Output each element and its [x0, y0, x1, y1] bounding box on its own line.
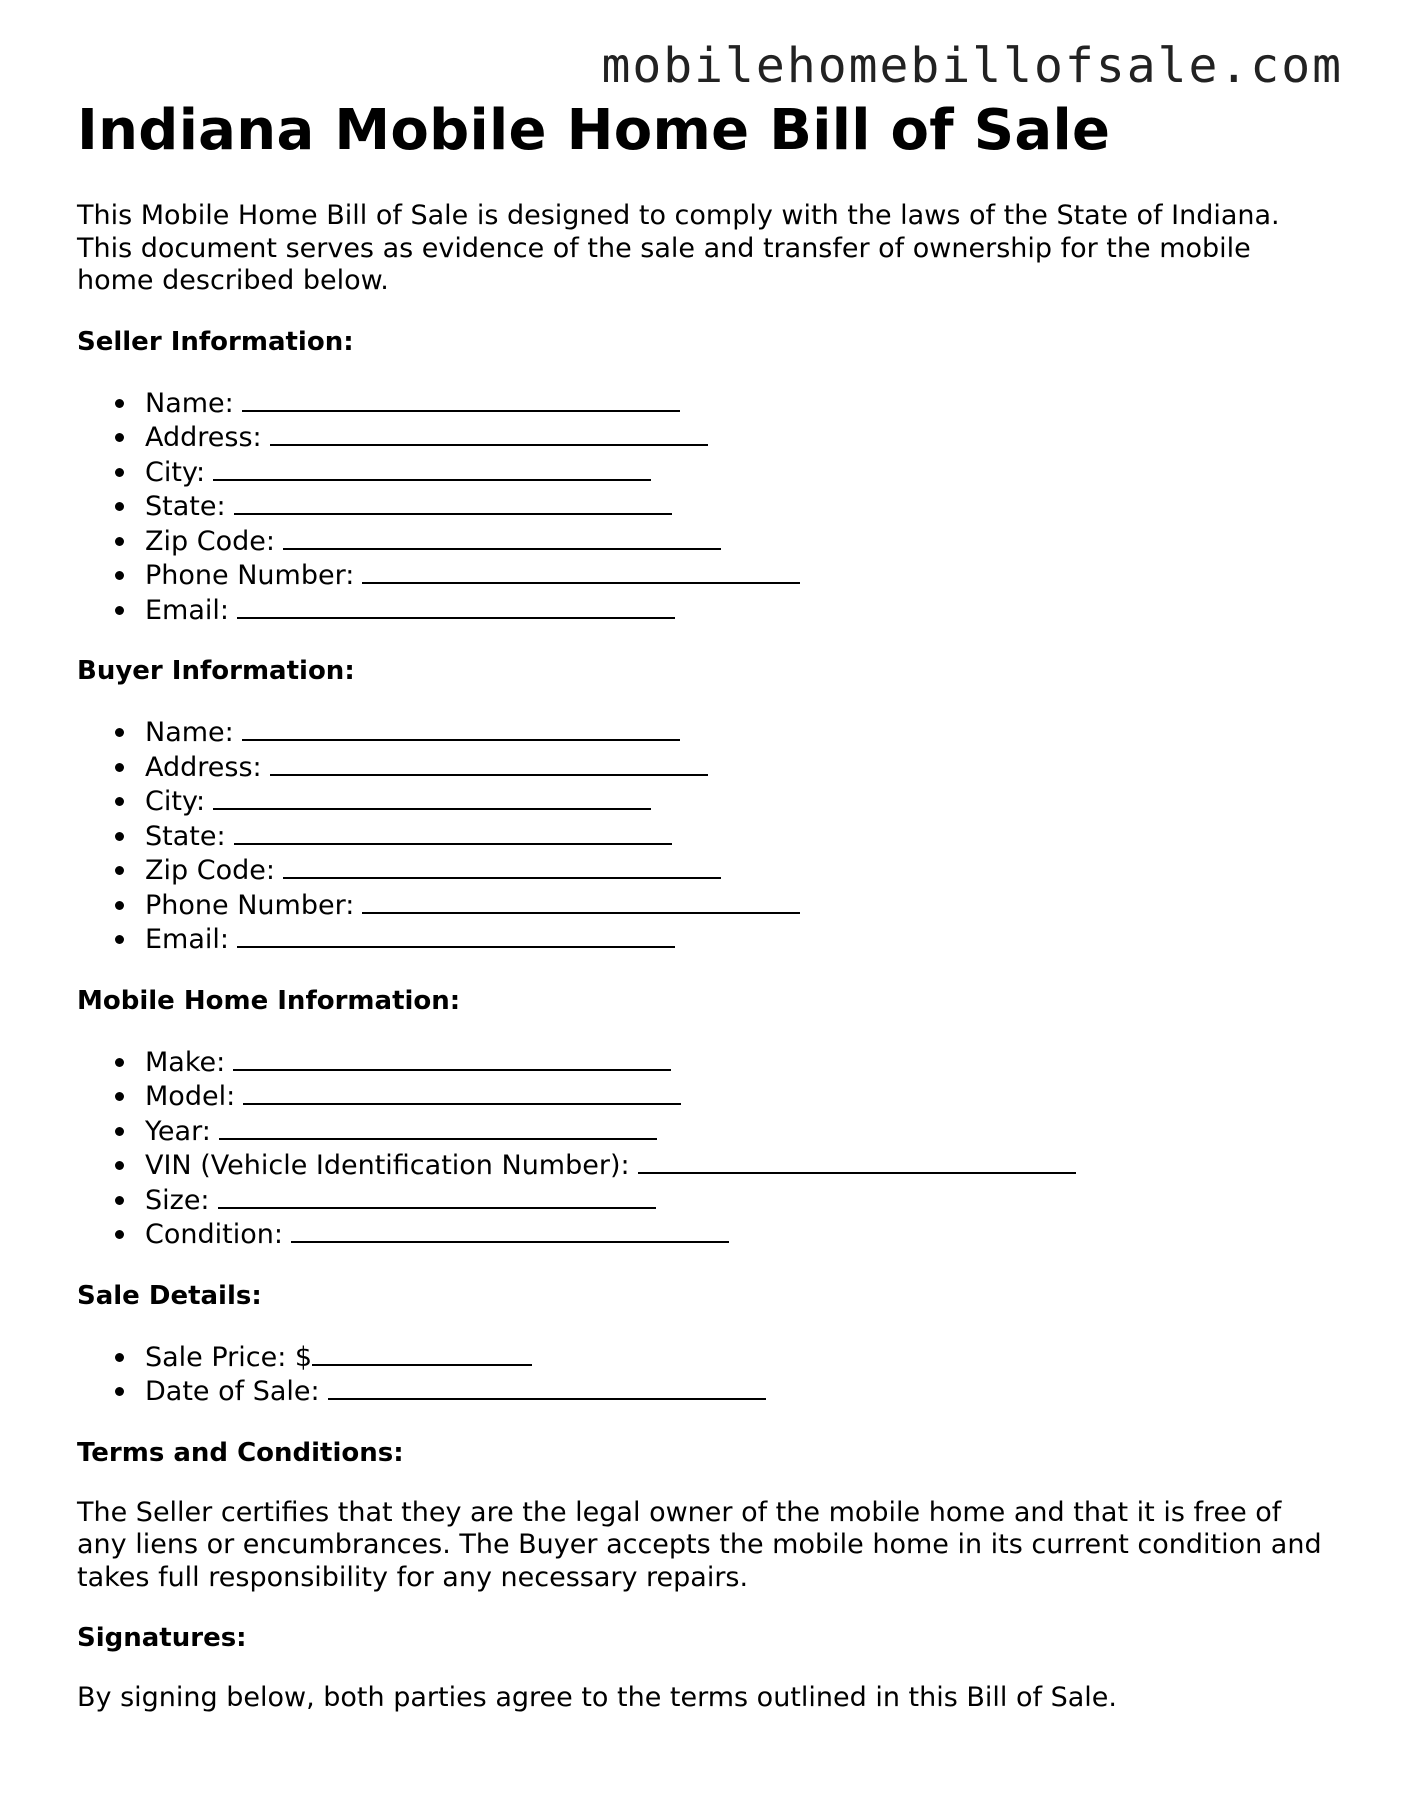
field-label: Make:	[145, 1046, 226, 1078]
size-field	[77, 1183, 1327, 1218]
bullet-icon	[115, 1196, 124, 1205]
field-label: Size:	[145, 1184, 210, 1216]
field-label: Phone Number:	[145, 560, 355, 591]
field-label: Zip Code:	[145, 855, 275, 886]
model-blank[interactable]	[243, 1079, 681, 1105]
buyer-state-field	[77, 819, 1327, 854]
watermark-text: mobilehomebillofsale.com	[601, 38, 1343, 94]
buyer-city-blank[interactable]	[213, 784, 651, 810]
mobile-home-field-list	[77, 1045, 1327, 1252]
field-label: Sale Price: $	[145, 1341, 313, 1373]
bullet-icon	[115, 866, 124, 875]
seller-address-blank[interactable]	[270, 420, 708, 446]
field-label: Model:	[145, 1081, 236, 1112]
field-label: Address:	[145, 422, 262, 453]
sale-date-field	[77, 1374, 1327, 1409]
seller-heading: Seller Information:	[77, 326, 354, 357]
field-label: Zip Code:	[145, 525, 275, 557]
bullet-icon	[115, 1058, 124, 1067]
condition-blank[interactable]	[291, 1217, 729, 1243]
bullet-icon	[115, 606, 124, 615]
field-label: City:	[145, 786, 206, 817]
buyer-state-blank[interactable]	[234, 819, 672, 845]
field-label: VIN (Vehicle Identification Number):	[145, 1150, 630, 1181]
field-label: Condition:	[145, 1219, 283, 1250]
buyer-phone-field	[77, 888, 1327, 923]
buyer-email-blank[interactable]	[237, 922, 675, 948]
intro-paragraph: This Mobile Home Bill of Sale is designed to comply with the laws of the State of Indiana. This document serves as evidence of the sale and transfer of ownership for the mobile home described below.	[77, 200, 1280, 296]
sale-details-heading: Sale Details:	[77, 1280, 262, 1311]
bullet-icon	[115, 1230, 124, 1239]
document-page	[77, 98, 1327, 1715]
bullet-icon	[115, 502, 124, 511]
buyer-name-blank[interactable]	[242, 715, 680, 741]
bullet-icon	[115, 1127, 124, 1136]
buyer-zip-blank[interactable]	[283, 853, 721, 879]
buyer-email-field	[77, 922, 1327, 957]
buyer-heading: Buyer Information:	[77, 656, 355, 686]
bullet-icon	[115, 935, 124, 944]
seller-email-field	[77, 593, 1327, 628]
seller-address-field	[77, 420, 1327, 455]
year-field	[77, 1114, 1327, 1149]
terms-paragraph: The Seller certifies that they are the legal owner of the mobile home and that it is free of any liens or encumbrances. The Buyer accepts the mobile home in its current condition and takes full responsibility for any necessary repairs.	[77, 1496, 1322, 1593]
bullet-icon	[115, 832, 124, 841]
seller-name-field	[77, 386, 1327, 421]
field-label: Year:	[145, 1115, 211, 1147]
bullet-icon	[115, 571, 124, 580]
seller-city-blank[interactable]	[213, 455, 651, 481]
bullet-icon	[115, 537, 124, 546]
field-label: Address:	[145, 751, 262, 783]
make-blank[interactable]	[233, 1045, 671, 1071]
seller-state-blank[interactable]	[234, 489, 672, 515]
seller-phone-field	[77, 558, 1327, 593]
bullet-icon	[115, 1092, 124, 1101]
buyer-field-list	[77, 715, 1327, 957]
signatures-heading: Signatures:	[77, 1623, 247, 1653]
year-blank[interactable]	[219, 1114, 657, 1140]
buyer-address-field	[77, 750, 1327, 785]
seller-state-field	[77, 489, 1327, 524]
buyer-phone-blank[interactable]	[362, 888, 800, 914]
bullet-icon	[115, 1387, 124, 1396]
make-field	[77, 1045, 1327, 1080]
sale-price-blank[interactable]	[312, 1340, 532, 1366]
bullet-icon	[115, 901, 124, 910]
seller-zip-blank[interactable]	[283, 524, 721, 550]
page-title: Indiana Mobile Home Bill of Sale	[77, 98, 1111, 163]
field-label: Date of Sale:	[145, 1376, 320, 1407]
field-label: City:	[145, 456, 206, 488]
condition-field	[77, 1217, 1327, 1252]
buyer-zip-field	[77, 853, 1327, 888]
field-label: Name:	[145, 717, 234, 748]
seller-phone-blank[interactable]	[362, 558, 800, 584]
signatures-paragraph: By signing below, both parties agree to the terms outlined in this Bill of Sale.	[77, 1682, 1117, 1713]
seller-zip-field	[77, 524, 1327, 559]
model-field	[77, 1079, 1327, 1114]
vin-field	[77, 1148, 1327, 1183]
field-label: Email:	[145, 924, 230, 955]
buyer-name-field	[77, 715, 1327, 750]
bullet-icon	[115, 468, 124, 477]
bullet-icon	[115, 433, 124, 442]
seller-email-blank[interactable]	[237, 593, 675, 619]
bullet-icon	[115, 399, 124, 408]
field-label: Email:	[145, 594, 230, 626]
terms-heading: Terms and Conditions:	[77, 1437, 404, 1468]
bullet-icon	[115, 797, 124, 806]
vin-blank[interactable]	[638, 1148, 1076, 1174]
buyer-address-blank[interactable]	[270, 750, 708, 776]
bullet-icon	[115, 1353, 124, 1362]
sale-date-blank[interactable]	[328, 1374, 766, 1400]
seller-city-field	[77, 455, 1327, 490]
seller-name-blank[interactable]	[242, 386, 680, 412]
size-blank[interactable]	[218, 1183, 656, 1209]
field-label: Phone Number:	[145, 889, 355, 921]
field-label: Name:	[145, 387, 234, 419]
sale-field-list	[77, 1340, 1327, 1409]
bullet-icon	[115, 763, 124, 772]
buyer-city-field	[77, 784, 1327, 819]
bullet-icon	[115, 1161, 124, 1170]
bullet-icon	[115, 728, 124, 737]
sale-price-field	[77, 1340, 1327, 1375]
field-label: State:	[145, 491, 226, 522]
seller-field-list	[77, 386, 1327, 628]
field-label: State:	[145, 820, 226, 852]
mobile-home-heading: Mobile Home Information:	[77, 985, 461, 1016]
